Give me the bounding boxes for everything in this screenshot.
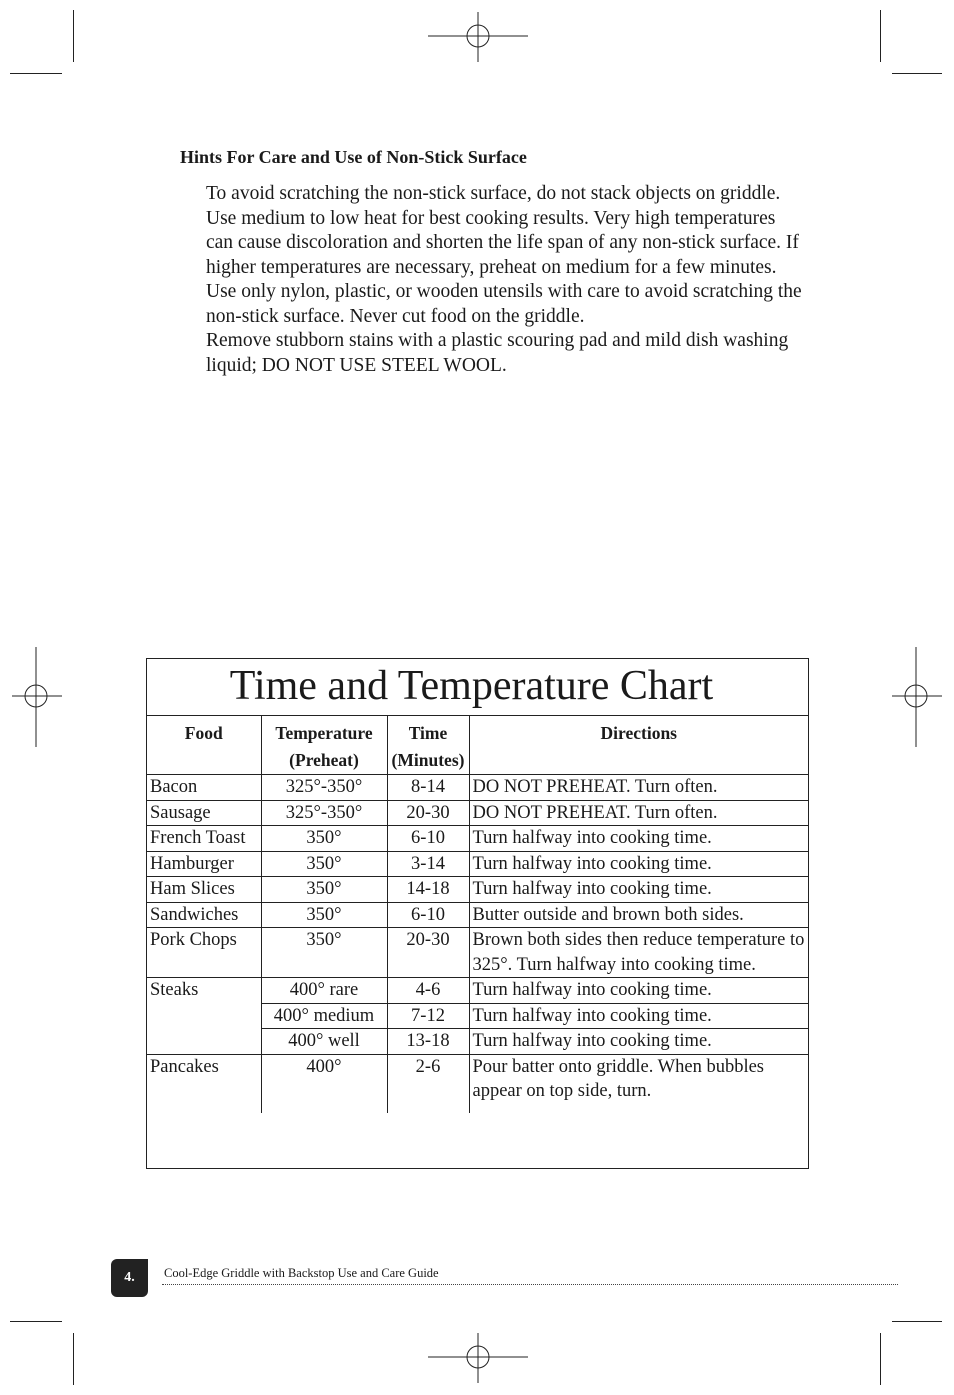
cell-food: French Toast [147, 826, 261, 852]
cell-food: Ham Slices [147, 877, 261, 903]
cell-directions: Turn halfway into cooking time. [469, 978, 808, 1004]
table-row [147, 877, 808, 903]
cell-temperature: 325°-350° [261, 775, 387, 801]
header-temperature [261, 716, 387, 775]
hint-paragraph: Use medium to low heat for best cooking results. Very high temperatures can cause discoloration and shorten the life span of any non-stick surface. If higher temperatures are necessary, preheat on medium for a few minutes. [206, 207, 799, 278]
cell-directions: Pour batter onto griddle. When bubbles appear on top side, turn. [469, 1054, 808, 1113]
hint-paragraph: To avoid scratching the non-stick surface, do not stack objects on griddle. [206, 183, 781, 204]
cell-directions: Brown both sides then reduce temperature to 325°. Turn halfway into cooking time. [469, 928, 808, 978]
cell-directions: Turn halfway into cooking time. [469, 851, 808, 877]
hints-body [206, 182, 806, 378]
cell-temperature: 350° [261, 826, 387, 852]
cell-temperature: 400° [261, 1054, 387, 1113]
footer-dotted-rule [162, 1284, 898, 1285]
registration-mark-right-icon [892, 647, 942, 747]
footer-guide-title: Cool-Edge Griddle with Backstop Use and Care Guide [164, 1266, 439, 1280]
header-food: Food [147, 716, 261, 775]
table-header-row [147, 716, 808, 775]
chart-table [147, 716, 808, 1113]
header-time [387, 716, 469, 775]
table-row [147, 1054, 808, 1113]
cell-time: 7-12 [387, 1003, 469, 1029]
cell-temperature: 400° well [261, 1029, 387, 1055]
cell-temperature: 400° medium [261, 1003, 387, 1029]
header-directions: Directions [469, 716, 808, 775]
cell-temperature: 350° [261, 928, 387, 978]
table-row [147, 775, 808, 801]
cell-time: 8-14 [387, 775, 469, 801]
cell-food: Steaks [147, 978, 261, 1055]
cell-food: Pork Chops [147, 928, 261, 978]
cell-time: 6-10 [387, 826, 469, 852]
header-temperature-label: Temperature [275, 723, 373, 743]
cell-time: 20-30 [387, 800, 469, 826]
header-time-label: Time [408, 723, 448, 743]
hint-paragraph: Remove stubborn stains with a plastic scouring pad and mild dish washing liquid; DO NOT USE STEEL WOOL. [206, 330, 789, 376]
header-time-sub: (Minutes) [391, 750, 465, 770]
header-temperature-sub: (Preheat) [289, 750, 359, 770]
table-row [147, 928, 808, 978]
registration-mark-left-icon [12, 647, 62, 747]
cell-temperature: 350° [261, 851, 387, 877]
cell-food: Sandwiches [147, 902, 261, 928]
cell-time: 3-14 [387, 851, 469, 877]
cell-directions: Butter outside and brown both sides. [469, 902, 808, 928]
hints-heading: Hints For Care and Use of Non-Stick Surface [180, 147, 527, 167]
registration-mark-bottom-icon [428, 1333, 528, 1383]
table-row [147, 800, 808, 826]
page-number-badge: 4. [111, 1259, 148, 1297]
cell-temperature: 325°-350° [261, 800, 387, 826]
cell-time: 20-30 [387, 928, 469, 978]
cell-temperature: 400° rare [261, 978, 387, 1004]
table-row [147, 978, 808, 1004]
cell-directions: Turn halfway into cooking time. [469, 1003, 808, 1029]
cell-food: Pancakes [147, 1054, 261, 1113]
cell-food: Hamburger [147, 851, 261, 877]
table-row [147, 851, 808, 877]
cell-temperature: 350° [261, 877, 387, 903]
cell-directions: Turn halfway into cooking time. [469, 877, 808, 903]
cell-food: Bacon [147, 775, 261, 801]
registration-mark-top-icon [428, 12, 528, 62]
table-row [147, 826, 808, 852]
cell-time: 14-18 [387, 877, 469, 903]
cell-time: 2-6 [387, 1054, 469, 1113]
table-row [147, 902, 808, 928]
cell-time: 4-6 [387, 978, 469, 1004]
cell-food: Sausage [147, 800, 261, 826]
chart-title: Time and Temperature Chart [147, 659, 808, 716]
time-temperature-chart [146, 658, 809, 1169]
cell-directions: Turn halfway into cooking time. [469, 1029, 808, 1055]
cell-directions: DO NOT PREHEAT. Turn often. [469, 775, 808, 801]
cell-directions: DO NOT PREHEAT. Turn often. [469, 800, 808, 826]
cell-time: 13-18 [387, 1029, 469, 1055]
cell-directions: Turn halfway into cooking time. [469, 826, 808, 852]
cell-time: 6-10 [387, 902, 469, 928]
hint-paragraph: Use only nylon, plastic, or wooden utensils with care to avoid scratching the non-stick surface. Never cut food on the griddle. [206, 281, 802, 327]
cell-temperature: 350° [261, 902, 387, 928]
